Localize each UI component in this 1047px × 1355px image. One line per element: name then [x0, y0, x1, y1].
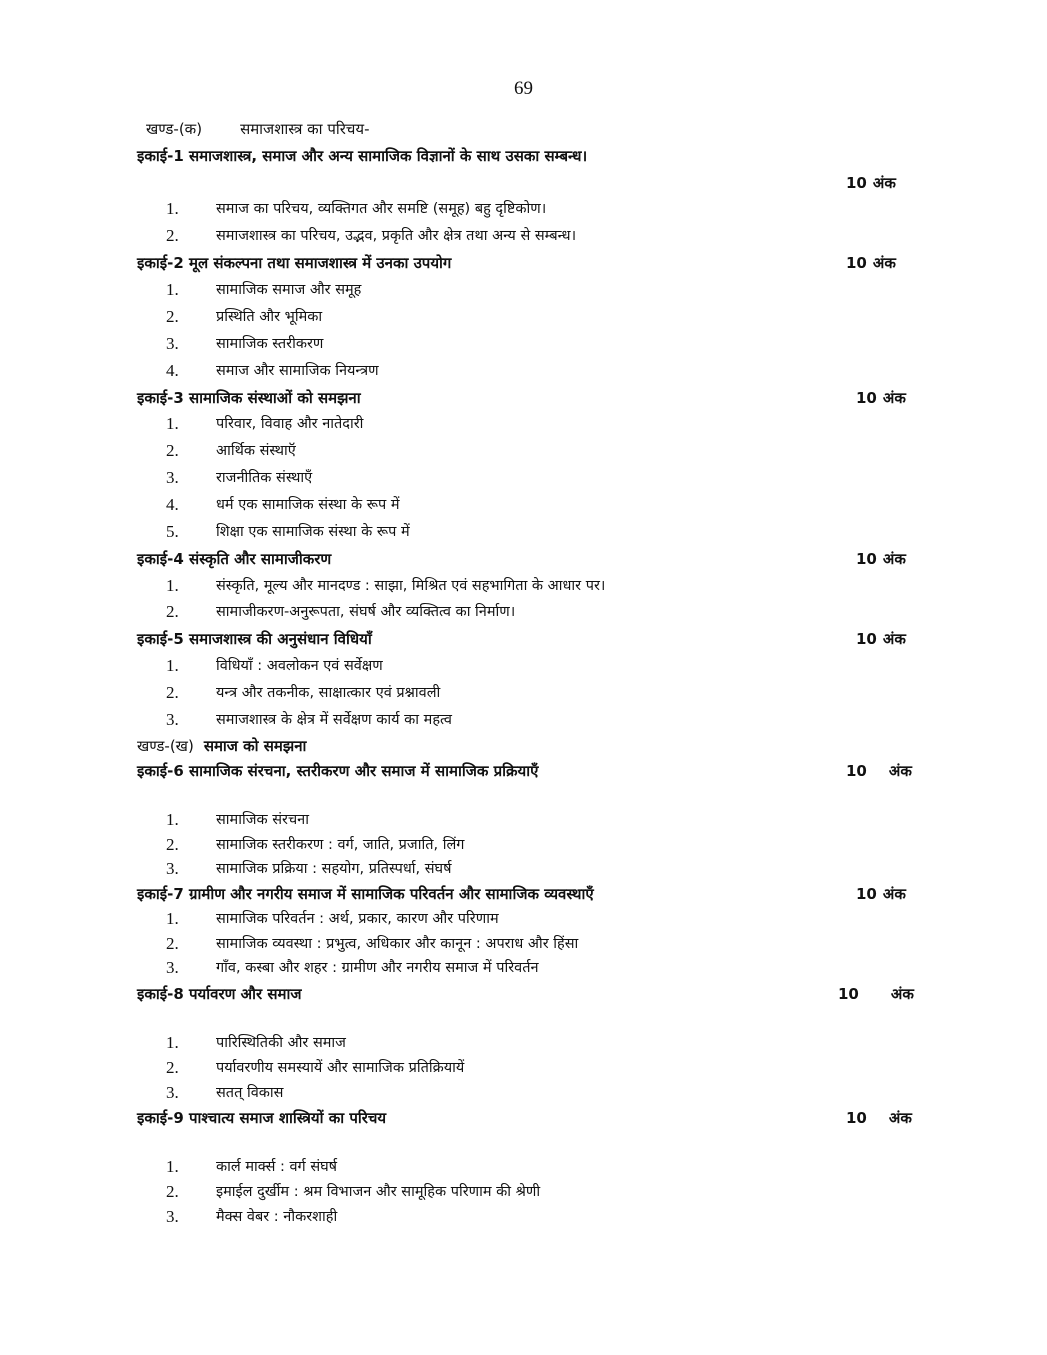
list-item-number: 3. [166, 958, 179, 977]
list-item: धर्म एक सामाजिक संस्था के रूप में [216, 497, 400, 513]
list-item-number: 3. [166, 334, 179, 353]
list-item: समाजशास्त्र के क्षेत्र में सर्वेक्षण कार्य का महत्व [216, 712, 452, 728]
list-item-number: 2. [166, 1182, 179, 1201]
unit-1-heading: इकाई-1 समाजशास्त्र, समाज और अन्य सामाजिक विज्ञानों के साथ उसका सम्बन्ध। [137, 147, 588, 165]
unit-4-marks: 10 अंक [856, 550, 906, 568]
list-item-number: 2. [166, 1058, 179, 1077]
section-label: खण्ड-(ख) [137, 737, 194, 755]
list-item-number: 4. [166, 495, 179, 514]
list-item: परिवार, विवाह और नातेदारी [216, 416, 364, 432]
list-item: इमाईल दुर्खीम : श्रम विभाजन और सामूहिक परिणाम की श्रेणी [216, 1184, 541, 1200]
unit-4-heading: इकाई-4 संस्कृति और सामाजीकरण [137, 550, 332, 568]
list-item: राजनीतिक संस्थाएँ [216, 470, 313, 486]
section-title: समाज को समझना [203, 737, 307, 755]
list-item-number: 3. [166, 859, 179, 878]
list-item: सामाजिक व्यवस्था : प्रभुत्व, अधिकार और कानून : अपराध और हिंसा [216, 936, 579, 952]
list-item: समाज का परिचय, व्यक्तिगत और समष्टि (समूह) बहु दृष्टिकोण। [216, 201, 547, 217]
list-item: प्रस्थिति और भूमिका [216, 309, 323, 325]
list-item: सामाजिक प्रक्रिया : सहयोग, प्रतिस्पर्धा, संघर्ष [216, 861, 452, 877]
list-item-number: 2. [166, 307, 179, 326]
list-item-number: 1. [166, 414, 179, 433]
list-item: समाजशास्त्र का परिचय, उद्भव, प्रकृति और क्षेत्र तथा अन्य से सम्बन्ध। [216, 228, 577, 244]
unit-7-marks: 10 अंक [856, 885, 906, 903]
unit-9-heading: इकाई-9 पाश्चात्य समाज शास्त्रियों का परिचय [137, 1109, 387, 1127]
list-item-number: 1. [166, 656, 179, 675]
list-item-number: 1. [166, 199, 179, 218]
list-item-number: 3. [166, 1083, 179, 1102]
list-item-number: 1. [166, 1157, 179, 1176]
page-number: 69 [514, 78, 533, 99]
list-item: पारिस्थितिकी और समाज [216, 1035, 346, 1051]
list-item: सामाजिक समाज और समूह [216, 282, 362, 298]
list-item-number: 2. [166, 835, 179, 854]
list-item: शिक्षा एक सामाजिक संस्था के रूप में [216, 524, 410, 540]
list-item-number: 3. [166, 468, 179, 487]
section-heading-khand-b [137, 735, 306, 757]
list-item-number: 4. [166, 361, 179, 380]
list-item: संस्कृति, मूल्य और मानदण्ड : साझा, मिश्रित एवं सहभागिता के आधार पर। [216, 578, 606, 594]
list-item: सामाजीकरण-अनुरूपता, संघर्ष और व्यक्तित्व का निर्माण। [216, 604, 516, 620]
unit-5-heading: इकाई-5 समाजशास्त्र की अनुसंधान विधियाँ [137, 630, 372, 648]
list-item: समाज और सामाजिक नियन्त्रण [216, 363, 379, 379]
list-item-number: 2. [166, 226, 179, 245]
list-item: सामाजिक स्तरीकरण [216, 336, 324, 352]
list-item: आर्थिक संस्थाऍ [216, 443, 296, 459]
list-item-number: 2. [166, 602, 179, 621]
list-item: सामाजिक परिवर्तन : अर्थ, प्रकार, कारण और परिणाम [216, 911, 499, 927]
list-item-number: 2. [166, 934, 179, 953]
section-label: खण्ड-(क) [146, 120, 203, 138]
list-item-number: 1. [166, 280, 179, 299]
unit-6-heading: इकाई-6 सामाजिक संरचना, स्तरीकरण और समाज में सामाजिक प्रक्रियाएँ [137, 762, 539, 780]
list-item-number: 2. [166, 441, 179, 460]
list-item-number: 1. [166, 810, 179, 829]
unit-2-marks: 10 अंक [846, 254, 896, 272]
list-item-number: 5. [166, 522, 179, 541]
unit-1-marks: 10 अंक [846, 174, 896, 192]
list-item-number: 1. [166, 1033, 179, 1052]
list-item: सामाजिक संरचना [216, 812, 309, 828]
list-item-number: 2. [166, 683, 179, 702]
list-item: विधियाँ : अवलोकन एवं सर्वेक्षण [216, 658, 383, 674]
unit-2-heading: इकाई-2 मूल संकल्पना तथा समाजशास्त्र में उनका उपयोग [137, 254, 452, 272]
list-item-number: 3. [166, 710, 179, 729]
unit-7-heading: इकाई-7 ग्रामीण और नगरीय समाज में सामाजिक परिवर्तन और सामाजिक व्यवस्थाएँ [137, 885, 594, 903]
unit-3-heading: इकाई-3 सामाजिक संस्थाओं को समझना [137, 389, 361, 407]
list-item-number: 1. [166, 576, 179, 595]
list-item: यन्त्र और तकनीक, साक्षात्कार एवं प्रश्नावली [216, 685, 441, 701]
unit-5-marks: 10 अंक [856, 630, 906, 648]
unit-9-marks: 10 अंक [846, 1109, 912, 1127]
unit-8-heading: इकाई-8 पर्यावरण और समाज [137, 985, 302, 1003]
section-title: समाजशास्त्र का परिचय- [240, 120, 370, 138]
list-item: कार्ल मार्क्स : वर्ग संघर्ष [216, 1159, 338, 1175]
list-item: गाँव, कस्बा और शहर : ग्रामीण और नगरीय समाज में परिवर्तन [216, 960, 539, 976]
list-item-number: 3. [166, 1207, 179, 1226]
list-item: सामाजिक स्तरीकरण : वर्ग, जाति, प्रजाति, लिंग [216, 837, 465, 853]
list-item: सतत् विकास [216, 1085, 284, 1101]
section-heading-khand-a [146, 118, 370, 140]
list-item: मैक्स वेबर : नौकरशाही [216, 1209, 338, 1225]
unit-3-marks: 10 अंक [856, 389, 906, 407]
unit-6-marks: 10 अंक [846, 762, 912, 780]
list-item: पर्यावरणीय समस्यायें और सामाजिक प्रतिक्रियायें [216, 1060, 465, 1076]
list-item-number: 1. [166, 909, 179, 928]
unit-8-marks: 10 अंक [838, 985, 914, 1003]
